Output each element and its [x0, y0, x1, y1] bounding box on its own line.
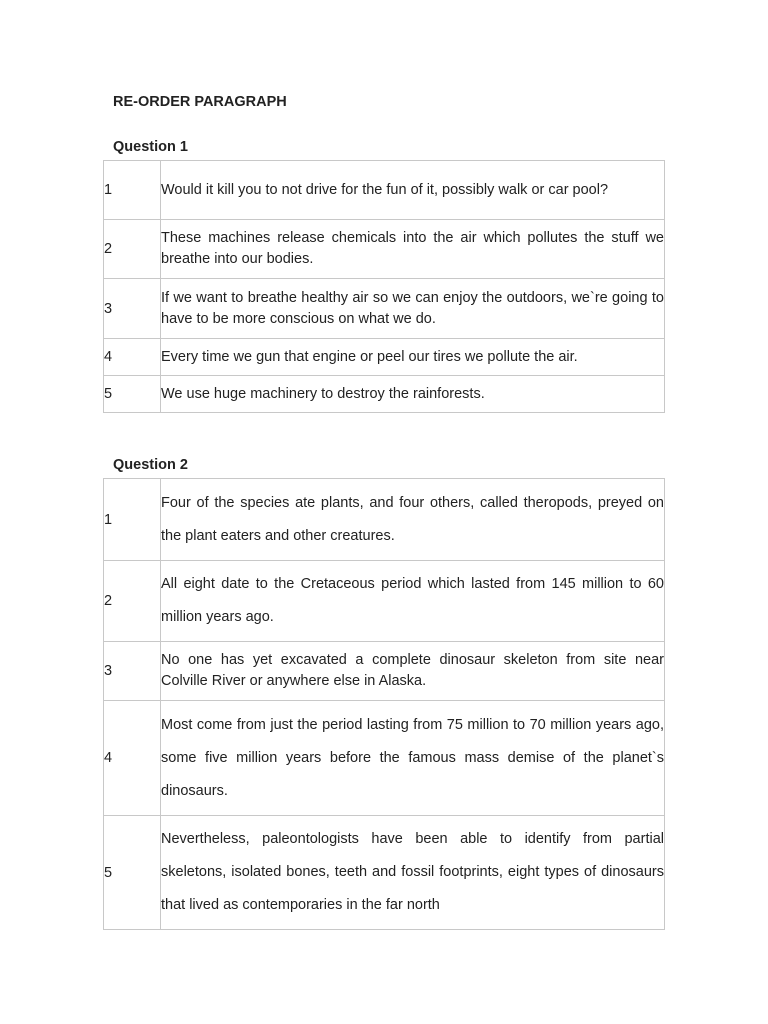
table-row	[104, 220, 665, 279]
document-title: RE-ORDER PARAGRAPH	[113, 94, 287, 110]
sentence-text: Four of the species ate plants, and four others, called theropods, preyed on the plant eaters and other creatures.	[161, 479, 665, 561]
sentence-text: Most come from just the period lasting from 75 million to 70 million years ago, some five million years before the famous mass demise of the planet`s dinosaurs.	[161, 701, 665, 816]
row-number: 4	[104, 701, 161, 816]
row-number: 4	[104, 339, 161, 376]
table-row	[104, 161, 665, 220]
question-2-table	[103, 478, 665, 930]
row-number: 1	[104, 479, 161, 561]
table-row	[104, 816, 665, 930]
row-number: 3	[104, 279, 161, 339]
question-1-table	[103, 160, 665, 413]
row-number: 5	[104, 376, 161, 413]
sentence-text: Would it kill you to not drive for the fun of it, possibly walk or car pool?	[161, 161, 665, 220]
table-row	[104, 376, 665, 413]
sentence-text: No one has yet excavated a complete dinosaur skeleton from site near Colville River or anywhere else in Alaska.	[161, 642, 665, 701]
table-row	[104, 701, 665, 816]
sentence-text: Every time we gun that engine or peel our tires we pollute the air.	[161, 339, 665, 376]
row-number: 3	[104, 642, 161, 701]
row-number: 2	[104, 561, 161, 642]
table-row	[104, 561, 665, 642]
table-row	[104, 642, 665, 701]
question-2-heading: Question 2	[113, 457, 188, 473]
table-row	[104, 339, 665, 376]
table-row	[104, 279, 665, 339]
sentence-text: These machines release chemicals into the air which pollutes the stuff we breathe into our bodies.	[161, 220, 665, 279]
sentence-text: All eight date to the Cretaceous period which lasted from 145 million to 60 million years ago.	[161, 561, 665, 642]
question-1-heading: Question 1	[113, 139, 188, 155]
sentence-text: If we want to breathe healthy air so we can enjoy the outdoors, we`re going to have to be more conscious on what we do.	[161, 279, 665, 339]
row-number: 1	[104, 161, 161, 220]
table-row	[104, 479, 665, 561]
sentence-text: Nevertheless, paleontologists have been able to identify from partial skeletons, isolated bones, teeth and fossil footprints, eight types of dinosaurs that lived as contemporaries in the far north	[161, 816, 665, 930]
row-number: 5	[104, 816, 161, 930]
row-number: 2	[104, 220, 161, 279]
sentence-text: We use huge machinery to destroy the rainforests.	[161, 376, 665, 413]
